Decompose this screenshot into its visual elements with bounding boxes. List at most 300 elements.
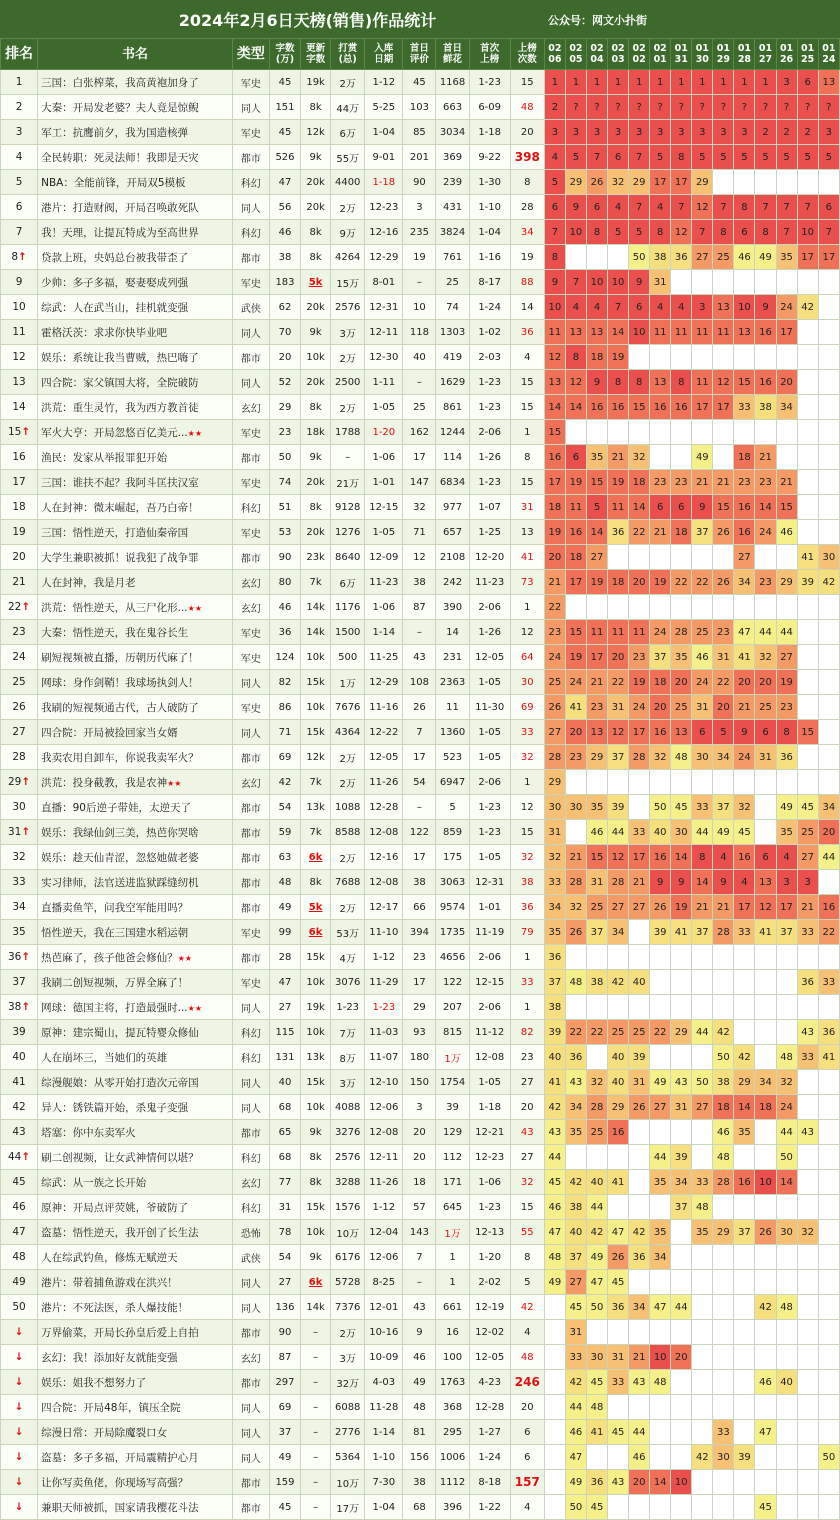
- listed-count-value: 27: [520, 1076, 534, 1088]
- daily-rank-cell: 32: [608, 170, 629, 195]
- daily-rank-cell: [818, 670, 839, 695]
- first-day-review-cell: [403, 795, 436, 820]
- update-words-value: 15k: [306, 1201, 325, 1213]
- daily-rank-cell: 3: [565, 120, 586, 145]
- daily-rank-cell: 32: [650, 745, 671, 770]
- daily-rank-cell: 43: [797, 1020, 818, 1045]
- book-title: 我卖农用自卸车，你说我卖军火？: [41, 751, 199, 764]
- first-day-review-value: 9: [416, 1326, 423, 1338]
- update-words-cell: [301, 1095, 331, 1120]
- first-day-review-cell: [403, 295, 436, 320]
- table-row: [1, 945, 840, 970]
- book-title: 洪荒：重生灵竹，我为西方教首徒: [41, 401, 199, 414]
- daily-rank-cell: [608, 1195, 629, 1220]
- genre-cell: [232, 1145, 269, 1170]
- genre-value: 同人: [240, 103, 261, 115]
- first-listed-cell: [469, 620, 510, 645]
- rank-value: ↓: [14, 1476, 24, 1488]
- entry-date-value: 11-23: [369, 576, 399, 588]
- daily-rank-cell: 34: [650, 1245, 671, 1270]
- first-day-review-cell: [403, 1220, 436, 1245]
- daily-rank-cell: [544, 1345, 565, 1370]
- word-count-cell: [269, 245, 300, 270]
- book-title-cell: [38, 1370, 233, 1395]
- genre-cell: [232, 495, 269, 520]
- entry-date-cell: [365, 745, 403, 770]
- rank-cell: [1, 670, 38, 695]
- entry-date-value: 11-03: [369, 1026, 399, 1038]
- entry-date-value: 8-25: [372, 1276, 396, 1288]
- genre-cell: [232, 1495, 269, 1520]
- first-day-flowers-cell: [436, 445, 469, 470]
- first-listed-value: 1-26: [478, 451, 502, 463]
- word-count-value: 46: [278, 226, 292, 238]
- update-words-value: 8k: [309, 1151, 322, 1163]
- daily-rank-cell: 18: [608, 570, 629, 595]
- update-words-cell: [301, 370, 331, 395]
- tips-value: 2万: [339, 353, 356, 365]
- daily-rank-cell: 21: [565, 845, 586, 870]
- daily-rank-cell: [713, 1320, 734, 1345]
- genre-cell: [232, 445, 269, 470]
- date-column-header: 02 03: [608, 39, 629, 70]
- first-day-review-value: –: [416, 801, 422, 813]
- daily-rank-cell: 6: [629, 295, 650, 320]
- rank-cell: [1, 120, 38, 145]
- daily-rank-cell: 5: [734, 145, 755, 170]
- daily-rank-cell: 30: [713, 1445, 734, 1470]
- book-title: 三国：白张榨菜，我高黄袍加身了: [41, 76, 199, 89]
- daily-rank-cell: [586, 1045, 607, 1070]
- daily-rank-cell: [565, 595, 586, 620]
- genre-value: 军史: [240, 628, 261, 640]
- daily-rank-cell: [692, 595, 713, 620]
- word-count-value: 36: [278, 626, 292, 638]
- listed-count-value: 31: [520, 501, 534, 513]
- first-day-flowers-value: 1303: [439, 326, 466, 338]
- daily-rank-cell: [565, 1145, 586, 1170]
- genre-cell: [232, 520, 269, 545]
- daily-rank-cell: 3: [818, 120, 839, 145]
- daily-rank-cell: 14: [544, 395, 565, 420]
- first-listed-cell: [469, 1120, 510, 1145]
- first-day-review-value: 48: [413, 1401, 426, 1413]
- first-day-flowers-value: 1244: [439, 426, 466, 438]
- rank-cell: [1, 870, 38, 895]
- word-count-value: 124: [275, 651, 295, 663]
- daily-rank-cell: [692, 1495, 713, 1520]
- book-title: 四合院：家父镇国大将，全院破防: [41, 376, 199, 389]
- first-day-review-cell: [403, 1395, 436, 1420]
- daily-rank-cell: [671, 1420, 692, 1445]
- first-day-review-value: 162: [409, 426, 429, 438]
- first-day-flowers-value: 39: [446, 1101, 459, 1113]
- book-title: 四合院：开局48年，镇压全院: [41, 1401, 181, 1414]
- word-count-cell: [269, 1445, 300, 1470]
- first-day-flowers-value: 207: [442, 1001, 463, 1013]
- daily-rank-cell: [713, 1470, 734, 1495]
- daily-rank-cell: 36: [608, 1295, 629, 1320]
- first-listed-cell: [469, 1220, 510, 1245]
- word-count-value: 40: [278, 1076, 292, 1088]
- daily-rank-cell: 34: [671, 1170, 692, 1195]
- entry-date-cell: [365, 695, 403, 720]
- daily-rank-cell: [776, 170, 797, 195]
- column-header: 排名: [1, 39, 38, 70]
- tips-value: 8588: [334, 826, 361, 838]
- word-count-cell: [269, 1095, 300, 1120]
- daily-rank-cell: [713, 995, 734, 1020]
- daily-rank-cell: 26: [650, 895, 671, 920]
- daily-rank-cell: 34: [565, 1095, 586, 1120]
- tips-cell: [331, 370, 365, 395]
- daily-rank-cell: [776, 1420, 797, 1445]
- entry-date-value: 12-15: [369, 501, 399, 513]
- tips-value: 2576: [334, 301, 361, 313]
- listed-count-cell: [510, 345, 544, 370]
- book-title: 我刷二创短视频，万界全麻了！: [41, 976, 189, 989]
- daily-rank-cell: 46: [755, 1370, 776, 1395]
- first-day-review-value: 122: [409, 826, 429, 838]
- first-listed-value: 6-09: [478, 101, 502, 113]
- rank-cell: [1, 1120, 38, 1145]
- listed-count-cell: [510, 545, 544, 570]
- genre-value: 都市: [240, 353, 261, 365]
- daily-rank-cell: 15: [565, 620, 586, 645]
- word-count-cell: [269, 720, 300, 745]
- first-day-flowers-cell: [436, 1020, 469, 1045]
- first-day-flowers-value: 129: [442, 1126, 463, 1138]
- daily-rank-cell: [692, 995, 713, 1020]
- daily-rank-cell: 10: [544, 295, 565, 320]
- rank-cell: [1, 1195, 38, 1220]
- genre-value: 玄幻: [240, 603, 261, 615]
- daily-rank-cell: 4: [608, 195, 629, 220]
- listed-count-cell: [510, 995, 544, 1020]
- first-listed-value: 1-24: [478, 1451, 502, 1463]
- daily-rank-cell: 8: [734, 195, 755, 220]
- entry-date-cell: [365, 1220, 403, 1245]
- daily-rank-cell: 37: [608, 745, 629, 770]
- listed-count-cell: [510, 70, 544, 95]
- first-day-flowers-value: 295: [442, 1426, 463, 1438]
- update-words-cell: [301, 970, 331, 995]
- daily-rank-cell: 8: [650, 220, 671, 245]
- word-count-cell: [269, 470, 300, 495]
- daily-rank-cell: 20: [650, 695, 671, 720]
- listed-count-value: 36: [520, 901, 534, 913]
- daily-rank-cell: [797, 1245, 818, 1270]
- genre-cell: [232, 745, 269, 770]
- first-day-review-value: 201: [409, 151, 429, 163]
- word-count-value: 71: [278, 726, 292, 738]
- daily-rank-cell: 32: [565, 895, 586, 920]
- daily-rank-cell: [692, 1395, 713, 1420]
- genre-cell: [232, 370, 269, 395]
- first-day-flowers-value: 239: [442, 176, 463, 188]
- listed-count-cell: [510, 620, 544, 645]
- rank-cell: [1, 1020, 38, 1045]
- date-column-header: 01 24: [818, 39, 839, 70]
- daily-rank-cell: 38: [565, 1195, 586, 1220]
- genre-cell: [232, 1245, 269, 1270]
- daily-rank-cell: [629, 920, 650, 945]
- daily-rank-cell: 13: [755, 870, 776, 895]
- daily-rank-cell: [565, 420, 586, 445]
- rank-value: 7: [15, 226, 23, 238]
- daily-rank-cell: 2: [797, 120, 818, 145]
- rank-value: 17: [12, 476, 26, 488]
- first-day-review-cell: [403, 745, 436, 770]
- daily-rank-cell: 25: [755, 695, 776, 720]
- word-count-cell: [269, 920, 300, 945]
- tips-cell: [331, 670, 365, 695]
- genre-cell: [232, 1195, 269, 1220]
- update-words-value: 14k: [306, 601, 325, 613]
- listed-count-value: 15: [520, 1201, 534, 1213]
- daily-rank-cell: 20: [734, 670, 755, 695]
- daily-rank-cell: 4: [586, 295, 607, 320]
- daily-rank-cell: 50: [586, 1295, 607, 1320]
- daily-rank-cell: [629, 1495, 650, 1520]
- tips-cell: [331, 1270, 365, 1295]
- daily-rank-cell: 20: [671, 670, 692, 695]
- update-words-cell: [301, 895, 331, 920]
- table-row: [1, 120, 840, 145]
- daily-rank-cell: 35: [544, 920, 565, 945]
- rank-value: 38: [7, 1001, 22, 1013]
- update-words-value: 10k: [306, 976, 325, 988]
- book-title: 少帅：多子多福，娶妻娶成列强: [41, 276, 189, 289]
- daily-rank-cell: [776, 345, 797, 370]
- table-row: [1, 495, 840, 520]
- daily-rank-cell: 29: [544, 770, 565, 795]
- daily-rank-cell: 3: [692, 295, 713, 320]
- daily-rank-cell: 36: [565, 1045, 586, 1070]
- daily-rank-cell: 1: [544, 70, 565, 95]
- first-day-flowers-cell: [436, 70, 469, 95]
- daily-rank-cell: [734, 1195, 755, 1220]
- daily-rank-cell: 50: [713, 1045, 734, 1070]
- listed-count-cell: [510, 945, 544, 970]
- first-day-flowers-cell: [436, 520, 469, 545]
- daily-rank-cell: 24: [755, 520, 776, 545]
- first-day-review-value: 19: [413, 251, 426, 263]
- rank-value: 49: [12, 1276, 26, 1288]
- daily-rank-cell: 23: [650, 470, 671, 495]
- book-title-cell: [38, 895, 233, 920]
- first-day-review-cell: [403, 870, 436, 895]
- entry-date-value: 11-29: [369, 976, 399, 988]
- daily-rank-cell: 12: [608, 845, 629, 870]
- first-day-review-cell: [403, 545, 436, 570]
- first-listed-cell: [469, 1020, 510, 1045]
- first-day-review-cell: [403, 570, 436, 595]
- daily-rank-cell: [671, 945, 692, 970]
- word-count-value: 54: [278, 801, 292, 813]
- daily-rank-cell: 43: [608, 1470, 629, 1495]
- daily-rank-cell: 38: [544, 995, 565, 1020]
- daily-rank-cell: 17: [776, 895, 797, 920]
- book-title: 万界偷菜，开局长孙皇后爱上自拍: [41, 1326, 199, 1339]
- book-title-cell: [38, 1170, 233, 1195]
- daily-rank-cell: 33: [608, 1370, 629, 1395]
- listed-count-value: 12: [520, 626, 534, 638]
- daily-rank-cell: 47: [734, 620, 755, 645]
- entry-date-value: 12-08: [369, 826, 399, 838]
- first-day-flowers-value: 977: [442, 501, 463, 513]
- daily-rank-cell: 33: [713, 1420, 734, 1445]
- first-day-review-cell: [403, 1170, 436, 1195]
- tips-cell: [331, 1495, 365, 1520]
- daily-rank-cell: [692, 545, 713, 570]
- daily-rank-cell: [544, 1295, 565, 1320]
- first-listed-value: 1-23: [478, 76, 502, 88]
- first-listed-cell: [469, 295, 510, 320]
- daily-rank-cell: 39: [544, 1020, 565, 1045]
- book-title: 人在封神：微末崛起，吾乃白帝！: [41, 501, 199, 514]
- update-words-value: 9k: [309, 326, 322, 338]
- daily-rank-cell: [818, 1420, 839, 1445]
- entry-date-cell: [365, 870, 403, 895]
- word-count-value: 29: [278, 401, 292, 413]
- first-listed-value: 1-26: [478, 626, 502, 638]
- daily-rank-cell: [818, 1370, 839, 1395]
- table-row: [1, 170, 840, 195]
- entry-date-value: 1-06: [372, 601, 396, 613]
- listed-count-value: 14: [520, 301, 534, 313]
- daily-rank-cell: 13: [586, 320, 607, 345]
- update-words-value: 20k: [306, 526, 325, 538]
- word-count-cell: [269, 1020, 300, 1045]
- update-words-value: 8k: [309, 101, 322, 113]
- rank-cell: [1, 720, 38, 745]
- daily-rank-cell: 30: [818, 545, 839, 570]
- listed-count-cell: [510, 1495, 544, 1520]
- first-listed-value: 1-01: [478, 901, 502, 913]
- daily-rank-cell: [776, 1495, 797, 1520]
- daily-rank-cell: [776, 420, 797, 445]
- tips-value: 10万: [336, 1228, 360, 1240]
- entry-date-cell: [365, 720, 403, 745]
- tips-cell: [331, 1445, 365, 1470]
- daily-rank-cell: 6: [671, 495, 692, 520]
- listed-count-cell: [510, 420, 544, 445]
- daily-rank-cell: 37: [565, 1245, 586, 1270]
- daily-rank-cell: 5: [713, 720, 734, 745]
- first-day-flowers-value: 861: [442, 401, 463, 413]
- daily-rank-cell: [629, 1320, 650, 1345]
- listed-count-cell: [510, 520, 544, 545]
- book-title: 玄幻：我！添加好友就能变强: [41, 1351, 178, 1364]
- first-day-flowers-cell: [436, 1470, 469, 1495]
- genre-value: 玄幻: [240, 578, 261, 590]
- tips-value: 2万: [339, 853, 356, 865]
- daily-rank-cell: 9: [713, 870, 734, 895]
- word-count-cell: [269, 820, 300, 845]
- first-listed-value: 1-23: [478, 801, 502, 813]
- daily-rank-cell: 13: [818, 70, 839, 95]
- rank-cell: [1, 1495, 38, 1520]
- listed-count-cell: [510, 295, 544, 320]
- tips-cell: [331, 745, 365, 770]
- update-words-cell: [301, 120, 331, 145]
- daily-rank-cell: 35: [650, 1220, 671, 1245]
- daily-rank-cell: 27: [650, 1095, 671, 1120]
- rank-cell: [1, 1245, 38, 1270]
- daily-rank-cell: 24: [734, 745, 755, 770]
- date-column-header: 01 25: [797, 39, 818, 70]
- daily-rank-cell: [713, 170, 734, 195]
- daily-rank-cell: [586, 1145, 607, 1170]
- first-day-flowers-value: 1168: [439, 76, 466, 88]
- daily-rank-cell: 27: [586, 545, 607, 570]
- first-day-review-cell: [403, 1445, 436, 1470]
- daily-rank-cell: 23: [671, 470, 692, 495]
- update-words-value: 6k: [308, 926, 323, 938]
- daily-rank-cell: 48: [565, 970, 586, 995]
- entry-date-cell: [365, 995, 403, 1020]
- daily-rank-cell: 24: [565, 670, 586, 695]
- daily-rank-cell: 31: [565, 1320, 586, 1345]
- first-listed-cell: [469, 1095, 510, 1120]
- tips-cell: [331, 445, 365, 470]
- book-title-cell: [38, 1070, 233, 1095]
- word-count-cell: [269, 1220, 300, 1245]
- table-row: [1, 70, 840, 95]
- table-row: [1, 270, 840, 295]
- listed-count-cell: [510, 1120, 544, 1145]
- daily-rank-cell: 34: [734, 570, 755, 595]
- update-words-cell: [301, 645, 331, 670]
- daily-rank-cell: [692, 970, 713, 995]
- entry-date-value: 11-26: [369, 776, 399, 788]
- genre-value: 同人: [240, 1303, 261, 1315]
- daily-rank-cell: [692, 1295, 713, 1320]
- daily-rank-cell: 46: [629, 1445, 650, 1470]
- tips-cell: [331, 145, 365, 170]
- word-count-cell: [269, 1145, 300, 1170]
- daily-rank-cell: 5: [629, 220, 650, 245]
- listed-count-value: 246: [514, 1375, 540, 1389]
- first-day-review-cell: [403, 1195, 436, 1220]
- daily-rank-cell: [818, 1295, 839, 1320]
- rank-cell: [1, 1395, 38, 1420]
- daily-rank-cell: [544, 1445, 565, 1470]
- rank-value: 31: [7, 826, 22, 838]
- rank-value: 50: [12, 1301, 26, 1313]
- tips-value: 3076: [334, 976, 361, 988]
- listed-count-value: 4: [524, 1501, 531, 1513]
- word-count-cell: [269, 295, 300, 320]
- daily-rank-cell: 10: [734, 295, 755, 320]
- genre-cell: [232, 620, 269, 645]
- daily-rank-cell: 21: [713, 895, 734, 920]
- genre-value: 同人: [240, 378, 261, 390]
- new-entry-icon: ★★: [187, 1003, 202, 1013]
- book-title: 综武：从一族之长开始: [41, 1176, 147, 1189]
- daily-rank-cell: 28: [713, 1170, 734, 1195]
- daily-rank-cell: 9: [586, 370, 607, 395]
- daily-rank-cell: 16: [818, 895, 839, 920]
- daily-rank-cell: [671, 970, 692, 995]
- daily-rank-cell: 38: [713, 1070, 734, 1095]
- first-listed-value: 1-23: [478, 376, 502, 388]
- first-day-flowers-cell: [436, 1170, 469, 1195]
- tips-cell: [331, 695, 365, 720]
- daily-rank-cell: 22: [818, 920, 839, 945]
- listed-count-cell: [510, 195, 544, 220]
